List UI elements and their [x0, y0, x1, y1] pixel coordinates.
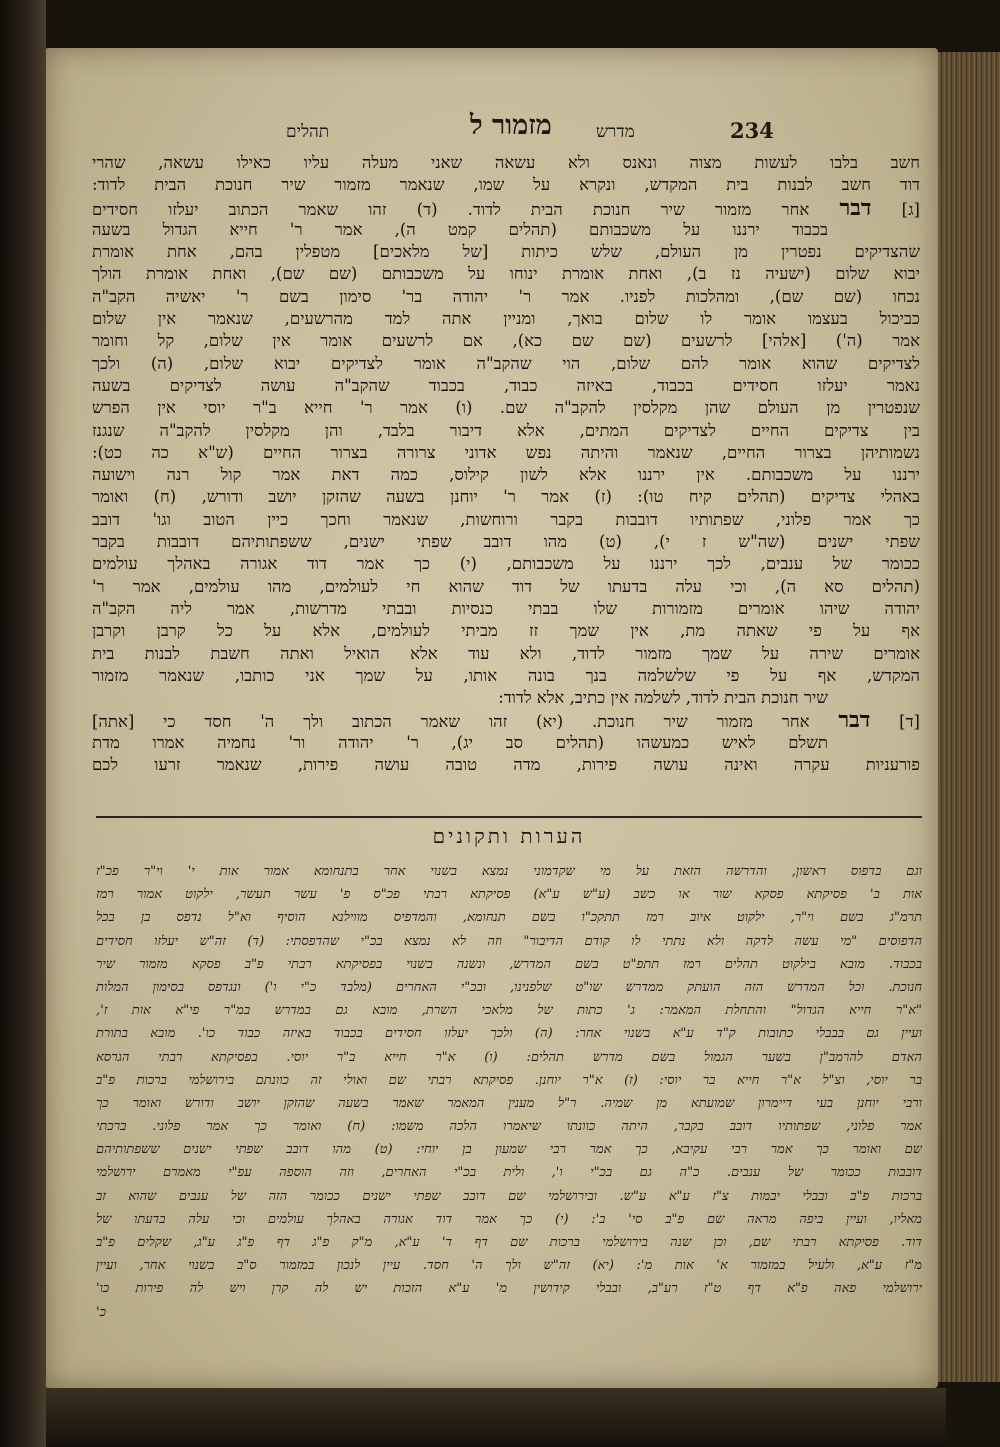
- text-line: [ד] דבר אחר מזמור שיר חנוכת. (יא) זהו שאמר הכתוב ולך ה' חסד כי [אתה]: [92, 709, 920, 732]
- text-line: שהצדיקים נפטרין מן העולם, שלש כיתות [של מלאכים] מטפלין בהם, אחת אומרת: [92, 242, 920, 262]
- note-line: בכבוד. מובא בילקוט תהלים רמז תתפ"ט בשם המדרש, ונשנה בשנוי בפסיקתא רבתי פ"ב פסקא מזמור שיר: [96, 956, 922, 972]
- text-line: כביכול בעצמו אומר לו שלום בואך, ומניין אתה למד מהרשעים, שנאמר אין שלום: [92, 309, 920, 329]
- main-text-block: [92, 152, 920, 776]
- text-line: לצדיקים שהוא אומר להם שלום, הוי שהקב"ה אומר לצדיקים יבוא שלום, (ה) ולכך: [92, 353, 920, 373]
- note-line: ברכות פ"ב ובבלי יבמות צ"ז ע"א ע"ש. ובירושלמי שם דובב שפתי ישנים ככומר הזה של ענבים שהוא זב: [96, 1188, 922, 1204]
- note-line: ועיין גם בבבלי כתובות ק"ד ע"א בשנוי אחר: (ה) ולכך יעלזו חסידים בכבוד באיזה כבוד כו'. מובא בתורת: [96, 1026, 922, 1042]
- note-line: ירושלמי פאה פ"א דף ט"ז רע"ב, ובבלי קידושין מ' ע"א הזכות יש לה קרן ויש לה פירות כו': [96, 1281, 922, 1297]
- text-line: בכבוד ירננו על משכבותם (תהלים קמט ה), אמר ר' חייא הגדול בשעה: [92, 219, 828, 239]
- section-divider: [96, 816, 922, 818]
- note-line: תרמ"ג בשם וי"ר, ילקוט איוב רמז תתקכ"ו בשם תנחומא, והמדפיס מווילנא הוסיף וא"ל נדפס בן בכל: [96, 910, 922, 926]
- text-line: תשלם לאיש כמעשהו (תהלים סב יג), ר' יהודה ור' נחמיה אמרו מדת: [92, 732, 828, 752]
- text-line: נשמותיהן בצרור החיים, שנאמר והיתה נפש אדוני צרורה בצרור החיים (ש"א כה כט):: [92, 442, 920, 462]
- text-line: נאמר יעלזו חסידים בכבוד, באיזה כבוד, בכבוד שהקב"ה עושה לצדיקים בשעה: [92, 375, 920, 395]
- note-line: ורבי יוחנן בעי דיימרון שמועתא מן שמיה. ר"ל מענין המאמר שאמר בשעה שהזקן יושב ודורש ואומר כך: [96, 1095, 922, 1111]
- text-line: המקדש, אף על פי שלשלמה בנך בונה אותו, על שמך אני כותבו, שנאמר מזמור: [92, 665, 920, 685]
- text-line: אומרים שירה על שמך מזמור לדוד, ולא עוד אלא הואיל ואתה חשבת לבנות בית: [92, 643, 920, 663]
- note-line: חנוכת. וכל המדרש הזה הועתק ממדרש שו"ט שלפנינו, ובכ"י האחרים (מלבד כ"י ו') ונגדפס בסימון המלות: [96, 979, 922, 995]
- note-line: אמר פלוני, שפתותיו דובב בקבר, היתה כוונתו שיאמרו הלכה משמו: (ח) ואומר כך אמר פלוני. ברכתי: [96, 1119, 922, 1135]
- text-line: אמר (ה') [אלהי] לרשעים (שם שם כא), אם לרשעים אומר אין שלום, קל וחומר: [92, 331, 920, 351]
- book-fore-edge: [938, 52, 1000, 1382]
- note-line: וגם בדפוס ראשון, והדרשה הזאת על מי שקדמוני נמצא בשנוי אחר בתנחומא אמור אות י' וי"ר פכ"ז: [96, 864, 922, 879]
- text-line: אף על פי שאתה מת, אין שמך זז מביתי לעולמים, אלא על כל קרבן וקרבן: [92, 621, 920, 641]
- header-mizmor: מזמור ל: [470, 110, 552, 141]
- header-midrash: מדרש: [596, 122, 635, 142]
- note-line: שם ואומר כך אמר רבי עקיבא, כך אמר רבי שמעון בן יוחי: (ט) מהו דובב שפתי ישנים ששפתותיהם: [96, 1142, 922, 1158]
- text-line: יהודה שיהו אומרים מזמורות שלו בבתי כנסיות ובבתי מדרשות, אמר ליה הקב"ה: [92, 598, 920, 618]
- header-tehillim: תהלים: [286, 122, 330, 142]
- section-opener-word: דבר: [838, 709, 871, 732]
- note-line: דובבות ככומר של ענבים. כ"ה גם בכ"י ו', ולית בכ"י האחרים, וזה הוספה עפ"י מאמרם ירושלמי: [96, 1165, 922, 1181]
- note-line: "א"ר חייא הגדול" והתחלת המאמר: ג' כתות של מלאכי השרת, מובא גם במדרש במ"ר פי"א אות ז',: [96, 1003, 922, 1019]
- text-line: דוד חשב לבנות בית המקדש, ונקרא על שמו, שנאמר מזמור שיר חנוכת הבית לדוד:: [92, 175, 920, 195]
- note-line: אות ב' פסיקתא פסקא שור או כשב (ע"ש ע"א) פסיקתא רבתי פכ"ס פ' עשר תעשר, ילקוט אמור רמז: [96, 887, 922, 903]
- text-line: שפתי ישנים (שה"ש ז י), (ט) מהו דובב שפתי ישנים, ששפתותיהם דובבות בקבר: [92, 532, 920, 552]
- text-line: (תהלים סא ה), וכי עלה בדעתו של דוד שהוא חי לעולמים, מהו עולמים, אמר ר': [92, 576, 920, 596]
- note-line: האדם להרמב"ן בשער הגמול בשם מדרש תהלים: (ו) א"ר חייא ב"ר יוסי. בפסיקתא רבתי הגרסא: [96, 1049, 922, 1065]
- running-header: [96, 110, 776, 154]
- text-line: בין צדיקים החיים לצדיקים המתים, אלא דיבור בלבד, והן מקלסין להקב"ה שנגנז: [92, 420, 920, 440]
- text-line: באהלי צדיקים (תהלים קיח טו): (ז) אמר ר' יוחנן בשעה שהזקן יושב ודורש, (ח) ואומר: [92, 487, 920, 507]
- note-line: מ"ז ע"א, ולעיל במזמור א' אות מ': (יא) זה"ש ולך ה' חסד. עיין לנכון במזמור ס"ב בשנוי אחר, ועיין: [96, 1258, 922, 1274]
- note-line: מאליו, ועיין ביפה מראה שם פ"ב סי' ב': (י) כך אמר דוד אגורה באהלך עולמים וכי עלה בדעתו של: [96, 1211, 922, 1227]
- section-opener-word: דבר: [839, 196, 872, 219]
- note-line: דוד. פסיקתא רבתי שם, וכן שנה בירושלמי ברכות שם דף ד' ע"א, מ"ק פ"ג דף פ"ג ע"ג, שקלים פ"ב: [96, 1235, 922, 1250]
- note-line: בר יוסי, וצ"ל א"ר חייא בר יוסי: (ז) א"ר יוחנן. פסיקתא רבתי שם ואולי זה כוונתם בירושלמי ברכות פ"ב: [96, 1072, 922, 1088]
- text-line: פורעניות עקרה ואינה עושה פירות, מדה טובה עושה פירות, שנאמר זרעו לכם: [92, 755, 920, 775]
- page-number: 234: [730, 118, 774, 143]
- text-line: כך אמר פלוני, שפתותיו דובבות בקבר ורוחשות, שנאמר וחכך כיין הטוב וגו' דובב: [92, 509, 920, 529]
- text-line: ככומר של ענבים, לכך ירננו על משכבותם, (י) כך אמר דוד אגורה באהלך עולמים: [92, 554, 920, 574]
- text-line: שנפטרין מן העולם שהן מקלסין להקב"ה שם. (ו) אמר ר' חייא ב"ר יוסי אין הפרש: [92, 398, 920, 418]
- note-line: הדפוסים "מי עשה לדקה ולא נתתי לו קודם הדיבור" וזה לא נמצא בכ"י שהדפסתי: (ד) זה"ש יעלזו חסידים: [96, 933, 922, 949]
- book-bottom-shadow: [46, 1388, 946, 1447]
- book-spine-edge: [0, 0, 46, 1447]
- text-line: נכחו (שם שם), ומהלכות לפניו. אמר ר' יהודה בר' סימון בשם ר' יאשיה הקב"ה: [92, 286, 920, 306]
- notes-block: [96, 860, 922, 1324]
- text-line: חשב בלבו לעשות מצוה ונאנס ולא עשאה שאני מעלה עליו כאילו עשאה, שהרי: [92, 153, 920, 172]
- catchword: כ': [96, 1304, 106, 1320]
- notes-heading: הערות ותקונים: [432, 824, 586, 848]
- text-line: שיר חנוכת הבית לדוד, לשלמה אין כתיב, אלא לדוד:: [498, 688, 828, 708]
- text-line: ירננו על משכבותם. אין ירננו אלא לשון קילוס, כמה דאת אמר קול רנה וישועה: [92, 465, 920, 485]
- text-line: [ג] דבר אחר מזמור שיר חנוכת הבית לדוד. (ד) זהו שאמר הכתוב יעלזו חסידים: [92, 196, 920, 219]
- text-line: יבוא שלום (ישעיה נז ב), ואחת אומרת ינוחו על משכבותם (שם שם), ואחת אומרת הולך: [92, 264, 920, 284]
